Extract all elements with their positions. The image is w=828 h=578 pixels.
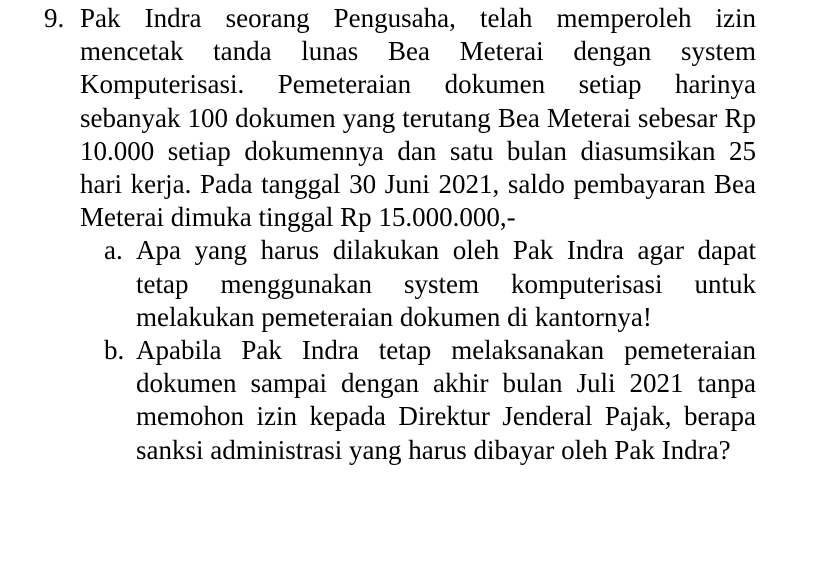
subquestion-b	[104, 334, 756, 467]
subquestion-marker-b: b.	[104, 335, 125, 366]
question-9	[44, 2, 756, 467]
subquestion-text-b: Apabila Pak Indra tetap melaksanakan pemeteraian dokumen sampai dengan akhir bulan Juli 2021 tanpa memohon izin kepada Direktur Jenderal Pajak, berapa sanksi administrasi yang harus dibayar oleh Pak Indra?	[136, 335, 756, 465]
question-body: Pak Indra seorang Pengusaha, telah memperoleh izin mencetak tanda lunas Bea Meterai dengan system Komputerisasi. Pemeteraian dokumen setiap harinya sebanyak 100 dokumen yang terutang Bea Meterai sebesar Rp 10.000 setiap dokumennya dan satu bulan diasumsikan 25 hari kerja. Pada tanggal 30 Juni 2021, saldo pembayaran Bea Meterai dimuka tinggal Rp 15.000.000,-	[80, 3, 756, 233]
subquestion-marker-a: a.	[104, 235, 123, 266]
subquestion-a	[104, 234, 756, 334]
subquestion-text-a: Apa yang harus dilakukan oleh Pak Indra agar dapat tetap menggunakan system komputerisasi untuk melakukan pemeteraian dokumen di kantornya!	[136, 235, 756, 332]
subquestion-list	[44, 234, 756, 466]
question-number: 9.	[44, 3, 65, 33]
